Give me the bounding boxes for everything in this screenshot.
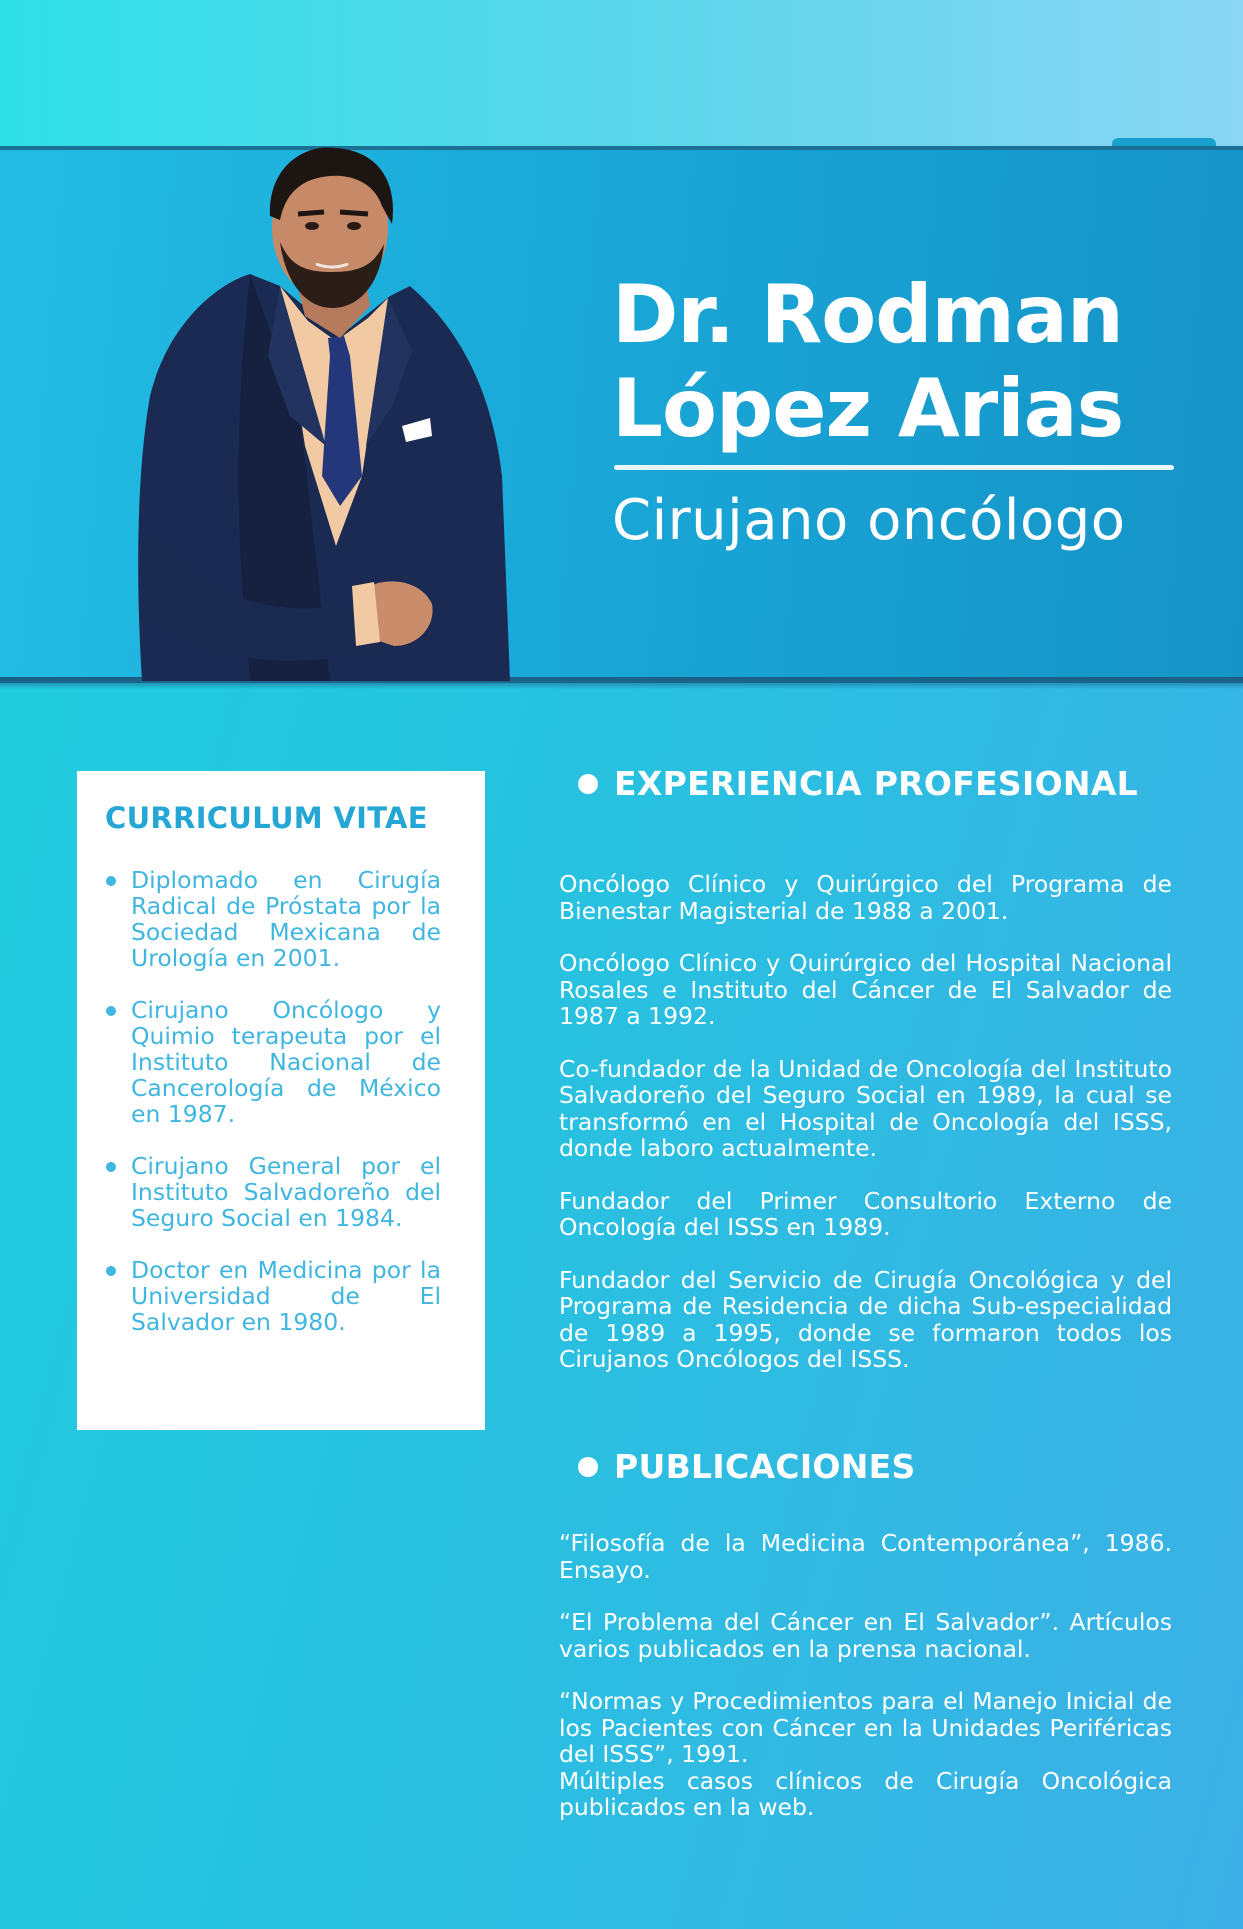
experience-heading — [578, 764, 1138, 803]
cv-title: CURRICULUM VITAE — [105, 801, 428, 835]
experience-paragraph: Oncólogo Clínico y Quirúrgico del Hospital Nacional Rosales e Instituto del Cáncer de El Salvador de 1987 a 1992. — [559, 949, 1172, 1030]
experience-text — [559, 871, 1172, 1399]
publications-title: PUBLICACIONES — [614, 1447, 916, 1486]
publications-heading — [578, 1447, 916, 1486]
publication-paragraph: “Normas y Procedimientos para el Manejo Inicial de los Pacientes con Cáncer en la Unidades Periféricas del ISSS”, 1991. — [559, 1687, 1172, 1768]
experience-title: EXPERIENCIA PROFESIONAL — [614, 764, 1139, 803]
cv-item: Diplomado en Cirugía Radical de Próstata por la Sociedad Mexicana de Urología en 2001. — [105, 867, 441, 971]
cv-item: Cirujano General por el Instituto Salvadoreño del Seguro Social en 1984. — [105, 1153, 441, 1231]
eye-left — [305, 222, 319, 230]
publications-text — [559, 1530, 1172, 1847]
cv-list — [105, 867, 441, 1335]
doctor-name — [612, 268, 1182, 456]
cv-item: Cirujano Oncólogo y Quimio terapeuta por el Instituto Nacional de Cancerología de México en 1987. — [105, 997, 441, 1127]
experience-paragraph: Fundador del Servicio de Cirugía Oncológica y del Programa de Residencia de dicha Sub-especialidad de 1989 a 1995, donde se formaron todos los Cirujanos Oncólogos del ISSS. — [559, 1265, 1172, 1373]
experience-paragraph: Fundador del Primer Consultorio Externo de Oncología del ISSS en 1989. — [559, 1186, 1172, 1241]
experience-paragraph: Oncólogo Clínico y Quirúrgico del Programa de Bienestar Magisterial de 1988 a 2001. — [559, 870, 1172, 925]
name-line-1: Dr. Rodman — [612, 268, 1123, 361]
bullet-icon — [578, 1457, 598, 1477]
cv-card — [77, 771, 485, 1430]
name-line-2: López Arias — [612, 362, 1124, 455]
publication-paragraph: “El Problema del Cáncer en El Salvador”. Artículos varios publicados en la prensa nacional. — [559, 1608, 1172, 1663]
experience-paragraph: Co-fundador de la Unidad de Oncología del Instituto Salvadoreño del Seguro Social en 1989, la cual se transformó en el Hospital de Oncología del ISSS, donde laboro actualmente. — [559, 1054, 1172, 1162]
bullet-icon — [578, 774, 598, 794]
publication-paragraph: “Filosofía de la Medicina Contemporánea”, 1986. Ensayo. — [559, 1529, 1172, 1584]
publication-paragraph: Múltiples casos clínicos de Cirugía Oncológica publicados en la web. — [559, 1766, 1172, 1821]
eye-right — [347, 222, 361, 230]
name-divider — [614, 465, 1174, 470]
specialty-title: Cirujano oncólogo — [612, 488, 1126, 553]
cv-item: Doctor en Medicina por la Universidad de El Salvador en 1980. — [105, 1257, 441, 1335]
top-banner-strip — [0, 0, 1243, 146]
doctor-portrait — [130, 146, 520, 681]
